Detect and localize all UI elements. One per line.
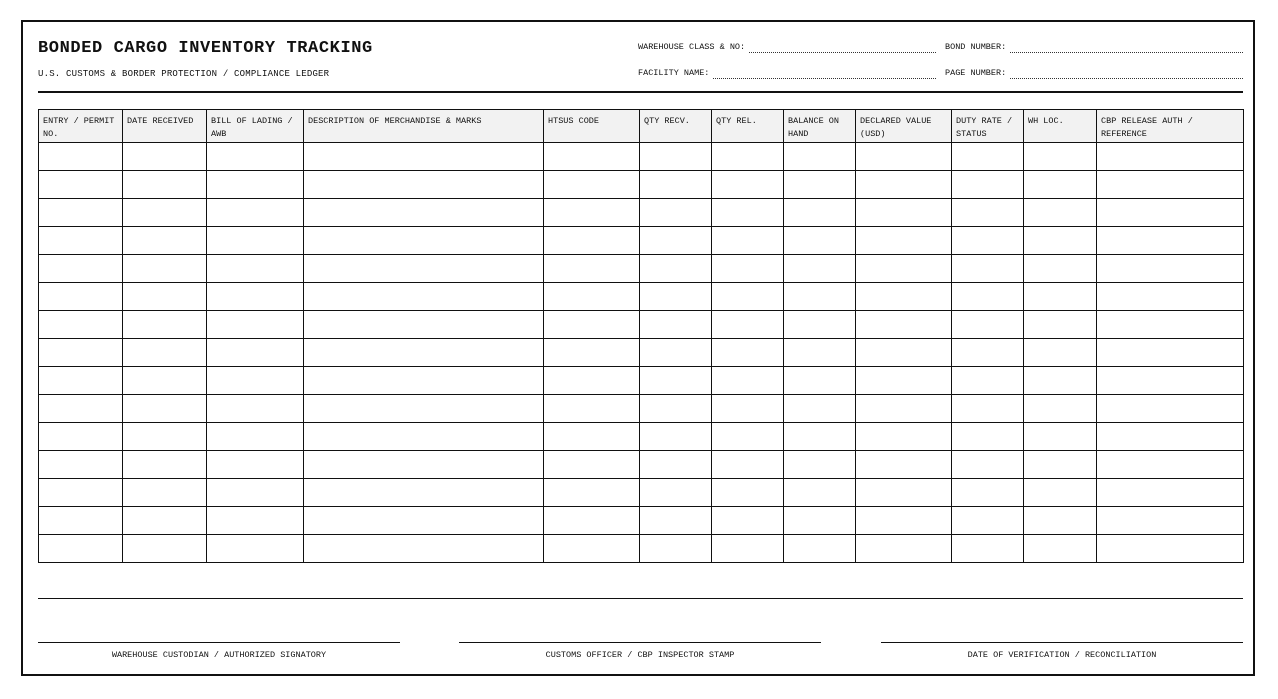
cell-duty-rate[interactable]: [952, 171, 1024, 199]
cell-balance-on-hand[interactable]: [784, 479, 856, 507]
col-date-received: DATE RECEIVED: [123, 110, 207, 143]
cell-qty-received[interactable]: [640, 255, 712, 283]
facility-name-label: FACILITY NAME:: [638, 68, 710, 78]
cell-cbp-release[interactable]: [1097, 227, 1244, 255]
cell-date-received[interactable]: [123, 199, 207, 227]
cell-date-received[interactable]: [123, 255, 207, 283]
cell-declared-value[interactable]: [856, 255, 952, 283]
cell-date-received[interactable]: [123, 171, 207, 199]
cell-wh-location[interactable]: [1024, 171, 1097, 199]
cell-cbp-release[interactable]: [1097, 339, 1244, 367]
cell-description[interactable]: [304, 367, 544, 395]
cell-qty-released[interactable]: [712, 227, 784, 255]
cell-balance-on-hand[interactable]: [784, 255, 856, 283]
cell-balance-on-hand[interactable]: [784, 367, 856, 395]
cell-entry-permit[interactable]: [39, 423, 123, 451]
cell-duty-rate[interactable]: [952, 199, 1024, 227]
inventory-ledger-table: [38, 109, 1244, 563]
cell-qty-received[interactable]: [640, 199, 712, 227]
cell-qty-received[interactable]: [640, 507, 712, 535]
cell-declared-value[interactable]: [856, 479, 952, 507]
cell-wh-location[interactable]: [1024, 367, 1097, 395]
cell-duty-rate[interactable]: [952, 479, 1024, 507]
cell-wh-location[interactable]: [1024, 227, 1097, 255]
cell-htsus-code[interactable]: [544, 199, 640, 227]
cell-wh-location[interactable]: [1024, 451, 1097, 479]
cell-htsus-code[interactable]: [544, 143, 640, 171]
cell-balance-on-hand[interactable]: [784, 171, 856, 199]
cell-qty-released[interactable]: [712, 283, 784, 311]
cell-htsus-code[interactable]: [544, 395, 640, 423]
cell-wh-location[interactable]: [1024, 199, 1097, 227]
cell-date-received[interactable]: [123, 143, 207, 171]
cell-date-received[interactable]: [123, 535, 207, 563]
cell-cbp-release[interactable]: [1097, 311, 1244, 339]
cell-description[interactable]: [304, 479, 544, 507]
cell-balance-on-hand[interactable]: [784, 507, 856, 535]
officer-signature-label: CUSTOMS OFFICER / CBP INSPECTOR STAMP: [545, 650, 735, 660]
table-row: [39, 311, 1244, 339]
cell-balance-on-hand[interactable]: [784, 199, 856, 227]
col-qty-released: QTY REL.: [712, 110, 784, 143]
cell-bill-of-lading[interactable]: [207, 143, 304, 171]
cell-date-received[interactable]: [123, 479, 207, 507]
col-entry-permit: ENTRY / PERMIT NO.: [39, 110, 123, 143]
cell-declared-value[interactable]: [856, 535, 952, 563]
table-row: [39, 199, 1244, 227]
cell-bill-of-lading[interactable]: [207, 171, 304, 199]
page-number-input[interactable]: [1010, 68, 1243, 79]
cell-htsus-code[interactable]: [544, 367, 640, 395]
cell-description[interactable]: [304, 423, 544, 451]
cell-bill-of-lading[interactable]: [207, 255, 304, 283]
cell-bill-of-lading[interactable]: [207, 423, 304, 451]
date-signature-label: DATE OF VERIFICATION / RECONCILIATION: [967, 650, 1157, 660]
cell-entry-permit[interactable]: [39, 451, 123, 479]
cell-description[interactable]: [304, 171, 544, 199]
cell-date-received[interactable]: [123, 311, 207, 339]
cell-cbp-release[interactable]: [1097, 479, 1244, 507]
col-duty-rate: DUTY RATE / STATUS: [952, 110, 1024, 143]
cell-entry-permit[interactable]: [39, 283, 123, 311]
cell-wh-location[interactable]: [1024, 535, 1097, 563]
cell-htsus-code[interactable]: [544, 339, 640, 367]
header-divider: [38, 91, 1243, 93]
cell-entry-permit[interactable]: [39, 507, 123, 535]
cell-htsus-code[interactable]: [544, 255, 640, 283]
cell-wh-location[interactable]: [1024, 143, 1097, 171]
table-row: [39, 255, 1244, 283]
page-number-field: [945, 65, 1243, 79]
table-row: [39, 507, 1244, 535]
cell-htsus-code[interactable]: [544, 283, 640, 311]
col-wh-location: WH LOC.: [1024, 110, 1097, 143]
cell-htsus-code[interactable]: [544, 423, 640, 451]
cell-entry-permit[interactable]: [39, 227, 123, 255]
cell-declared-value[interactable]: [856, 227, 952, 255]
cell-entry-permit[interactable]: [39, 171, 123, 199]
officer-signature-line[interactable]: [459, 642, 821, 644]
cell-cbp-release[interactable]: [1097, 171, 1244, 199]
cell-cbp-release[interactable]: [1097, 395, 1244, 423]
cell-bill-of-lading[interactable]: [207, 535, 304, 563]
cell-htsus-code[interactable]: [544, 479, 640, 507]
col-cbp-release: CBP RELEASE AUTH / REFERENCE: [1097, 110, 1244, 143]
cell-cbp-release[interactable]: [1097, 507, 1244, 535]
form-sheet: [21, 20, 1255, 676]
cell-declared-value[interactable]: [856, 143, 952, 171]
cell-balance-on-hand[interactable]: [784, 283, 856, 311]
cell-declared-value[interactable]: [856, 507, 952, 535]
cell-bill-of-lading[interactable]: [207, 283, 304, 311]
cell-balance-on-hand[interactable]: [784, 143, 856, 171]
cell-wh-location[interactable]: [1024, 255, 1097, 283]
cell-bill-of-lading[interactable]: [207, 311, 304, 339]
facility-name-input[interactable]: [713, 68, 936, 79]
cell-declared-value[interactable]: [856, 451, 952, 479]
cell-cbp-release[interactable]: [1097, 535, 1244, 563]
cell-description[interactable]: [304, 339, 544, 367]
cell-duty-rate[interactable]: [952, 507, 1024, 535]
cell-date-received[interactable]: [123, 339, 207, 367]
cell-htsus-code[interactable]: [544, 535, 640, 563]
cell-description[interactable]: [304, 283, 544, 311]
cell-declared-value[interactable]: [856, 199, 952, 227]
table-row: [39, 283, 1244, 311]
cell-date-received[interactable]: [123, 283, 207, 311]
cell-htsus-code[interactable]: [544, 507, 640, 535]
date-signature-block: [881, 642, 1243, 660]
cell-bill-of-lading[interactable]: [207, 451, 304, 479]
cell-bill-of-lading[interactable]: [207, 339, 304, 367]
col-bill-of-lading: BILL OF LADING / AWB: [207, 110, 304, 143]
cell-description[interactable]: [304, 311, 544, 339]
cell-date-received[interactable]: [123, 395, 207, 423]
cell-balance-on-hand[interactable]: [784, 395, 856, 423]
warehouse-class-input[interactable]: [749, 42, 936, 53]
cell-qty-received[interactable]: [640, 143, 712, 171]
cell-entry-permit[interactable]: [39, 479, 123, 507]
cell-description[interactable]: [304, 255, 544, 283]
cell-bill-of-lading[interactable]: [207, 395, 304, 423]
table-row: [39, 423, 1244, 451]
cell-htsus-code[interactable]: [544, 311, 640, 339]
cell-bill-of-lading[interactable]: [207, 199, 304, 227]
col-description: DESCRIPTION OF MERCHANDISE & MARKS: [304, 110, 544, 143]
cell-duty-rate[interactable]: [952, 423, 1024, 451]
date-signature-line[interactable]: [881, 642, 1243, 644]
table-header-row: [39, 110, 1244, 143]
cell-qty-received[interactable]: [640, 311, 712, 339]
cell-duty-rate[interactable]: [952, 339, 1024, 367]
bond-number-label: BOND NUMBER:: [945, 42, 1007, 52]
cell-qty-received[interactable]: [640, 367, 712, 395]
col-htsus-code: HTSUS CODE: [544, 110, 640, 143]
cell-declared-value[interactable]: [856, 339, 952, 367]
cell-date-received[interactable]: [123, 507, 207, 535]
cell-qty-released[interactable]: [712, 479, 784, 507]
cell-qty-received[interactable]: [640, 283, 712, 311]
cell-cbp-release[interactable]: [1097, 423, 1244, 451]
custodian-signature-label: WAREHOUSE CUSTODIAN / AUTHORIZED SIGNATORY: [111, 650, 327, 660]
cell-duty-rate[interactable]: [952, 395, 1024, 423]
cell-balance-on-hand[interactable]: [784, 311, 856, 339]
cell-duty-rate[interactable]: [952, 311, 1024, 339]
cell-qty-released[interactable]: [712, 507, 784, 535]
cell-date-received[interactable]: [123, 367, 207, 395]
cell-declared-value[interactable]: [856, 311, 952, 339]
custodian-signature-line[interactable]: [38, 642, 400, 644]
cell-wh-location[interactable]: [1024, 507, 1097, 535]
col-qty-received: QTY RECV.: [640, 110, 712, 143]
cell-entry-permit[interactable]: [39, 535, 123, 563]
cell-qty-received[interactable]: [640, 535, 712, 563]
cell-wh-location[interactable]: [1024, 423, 1097, 451]
cell-cbp-release[interactable]: [1097, 199, 1244, 227]
table-row: [39, 339, 1244, 367]
cell-duty-rate[interactable]: [952, 283, 1024, 311]
cell-bill-of-lading[interactable]: [207, 507, 304, 535]
cell-balance-on-hand[interactable]: [784, 451, 856, 479]
cell-declared-value[interactable]: [856, 171, 952, 199]
cell-qty-released[interactable]: [712, 255, 784, 283]
table-row: [39, 535, 1244, 563]
cell-cbp-release[interactable]: [1097, 451, 1244, 479]
cell-qty-released[interactable]: [712, 311, 784, 339]
cell-cbp-release[interactable]: [1097, 283, 1244, 311]
cell-declared-value[interactable]: [856, 395, 952, 423]
table-row: [39, 227, 1244, 255]
cell-bill-of-lading[interactable]: [207, 227, 304, 255]
cell-balance-on-hand[interactable]: [784, 535, 856, 563]
cell-qty-released[interactable]: [712, 451, 784, 479]
cell-qty-received[interactable]: [640, 339, 712, 367]
cell-cbp-release[interactable]: [1097, 367, 1244, 395]
cell-qty-received[interactable]: [640, 423, 712, 451]
cell-entry-permit[interactable]: [39, 255, 123, 283]
col-balance-on-hand: BALANCE ON HAND: [784, 110, 856, 143]
table-row: [39, 395, 1244, 423]
cell-duty-rate[interactable]: [952, 143, 1024, 171]
cell-entry-permit[interactable]: [39, 311, 123, 339]
cell-entry-permit[interactable]: [39, 395, 123, 423]
warehouse-class-label: WAREHOUSE CLASS & NO:: [638, 42, 746, 52]
cell-duty-rate[interactable]: [952, 227, 1024, 255]
cell-qty-released[interactable]: [712, 367, 784, 395]
cell-qty-received[interactable]: [640, 451, 712, 479]
cell-qty-released[interactable]: [712, 143, 784, 171]
cell-qty-released[interactable]: [712, 535, 784, 563]
cell-description[interactable]: [304, 535, 544, 563]
cell-htsus-code[interactable]: [544, 227, 640, 255]
cell-entry-permit[interactable]: [39, 367, 123, 395]
cell-description[interactable]: [304, 227, 544, 255]
cell-qty-released[interactable]: [712, 423, 784, 451]
cell-description[interactable]: [304, 451, 544, 479]
cell-htsus-code[interactable]: [544, 171, 640, 199]
cell-description[interactable]: [304, 507, 544, 535]
cell-declared-value[interactable]: [856, 367, 952, 395]
cell-entry-permit[interactable]: [39, 143, 123, 171]
cell-wh-location[interactable]: [1024, 339, 1097, 367]
facility-name-field: [638, 65, 936, 79]
cell-cbp-release[interactable]: [1097, 143, 1244, 171]
cell-qty-released[interactable]: [712, 199, 784, 227]
cell-duty-rate[interactable]: [952, 535, 1024, 563]
cell-qty-released[interactable]: [712, 339, 784, 367]
cell-declared-value[interactable]: [856, 283, 952, 311]
form-title: BONDED CARGO INVENTORY TRACKING: [38, 39, 373, 58]
cell-entry-permit[interactable]: [39, 199, 123, 227]
table-row: [39, 143, 1244, 171]
cell-date-received[interactable]: [123, 227, 207, 255]
cell-qty-released[interactable]: [712, 395, 784, 423]
cell-date-received[interactable]: [123, 423, 207, 451]
cell-duty-rate[interactable]: [952, 451, 1024, 479]
cell-bill-of-lading[interactable]: [207, 479, 304, 507]
cell-duty-rate[interactable]: [952, 255, 1024, 283]
cell-description[interactable]: [304, 199, 544, 227]
cell-balance-on-hand[interactable]: [784, 423, 856, 451]
cell-declared-value[interactable]: [856, 423, 952, 451]
table-row: [39, 451, 1244, 479]
cell-bill-of-lading[interactable]: [207, 367, 304, 395]
cell-wh-location[interactable]: [1024, 395, 1097, 423]
form-subtitle: U.S. CUSTOMS & BORDER PROTECTION / COMPLIANCE LEDGER: [38, 69, 330, 79]
cell-htsus-code[interactable]: [544, 451, 640, 479]
cell-wh-location[interactable]: [1024, 479, 1097, 507]
bond-number-input[interactable]: [1010, 42, 1243, 53]
officer-signature-block: [459, 642, 821, 660]
cell-cbp-release[interactable]: [1097, 255, 1244, 283]
page-number-label: PAGE NUMBER:: [945, 68, 1007, 78]
warehouse-class-field: [638, 39, 936, 53]
cell-balance-on-hand[interactable]: [784, 339, 856, 367]
bond-number-field: [945, 39, 1243, 53]
cell-qty-received[interactable]: [640, 479, 712, 507]
cell-balance-on-hand[interactable]: [784, 227, 856, 255]
table-row: [39, 171, 1244, 199]
cell-qty-received[interactable]: [640, 227, 712, 255]
cell-entry-permit[interactable]: [39, 339, 123, 367]
cell-duty-rate[interactable]: [952, 367, 1024, 395]
table-row: [39, 367, 1244, 395]
cell-qty-received[interactable]: [640, 395, 712, 423]
cell-wh-location[interactable]: [1024, 311, 1097, 339]
cell-wh-location[interactable]: [1024, 283, 1097, 311]
footer-divider: [38, 598, 1243, 599]
table-row: [39, 479, 1244, 507]
cell-description[interactable]: [304, 143, 544, 171]
cell-qty-released[interactable]: [712, 171, 784, 199]
custodian-signature-block: [38, 642, 400, 660]
cell-description[interactable]: [304, 395, 544, 423]
cell-date-received[interactable]: [123, 451, 207, 479]
col-declared-value: DECLARED VALUE (USD): [856, 110, 952, 143]
cell-qty-received[interactable]: [640, 171, 712, 199]
